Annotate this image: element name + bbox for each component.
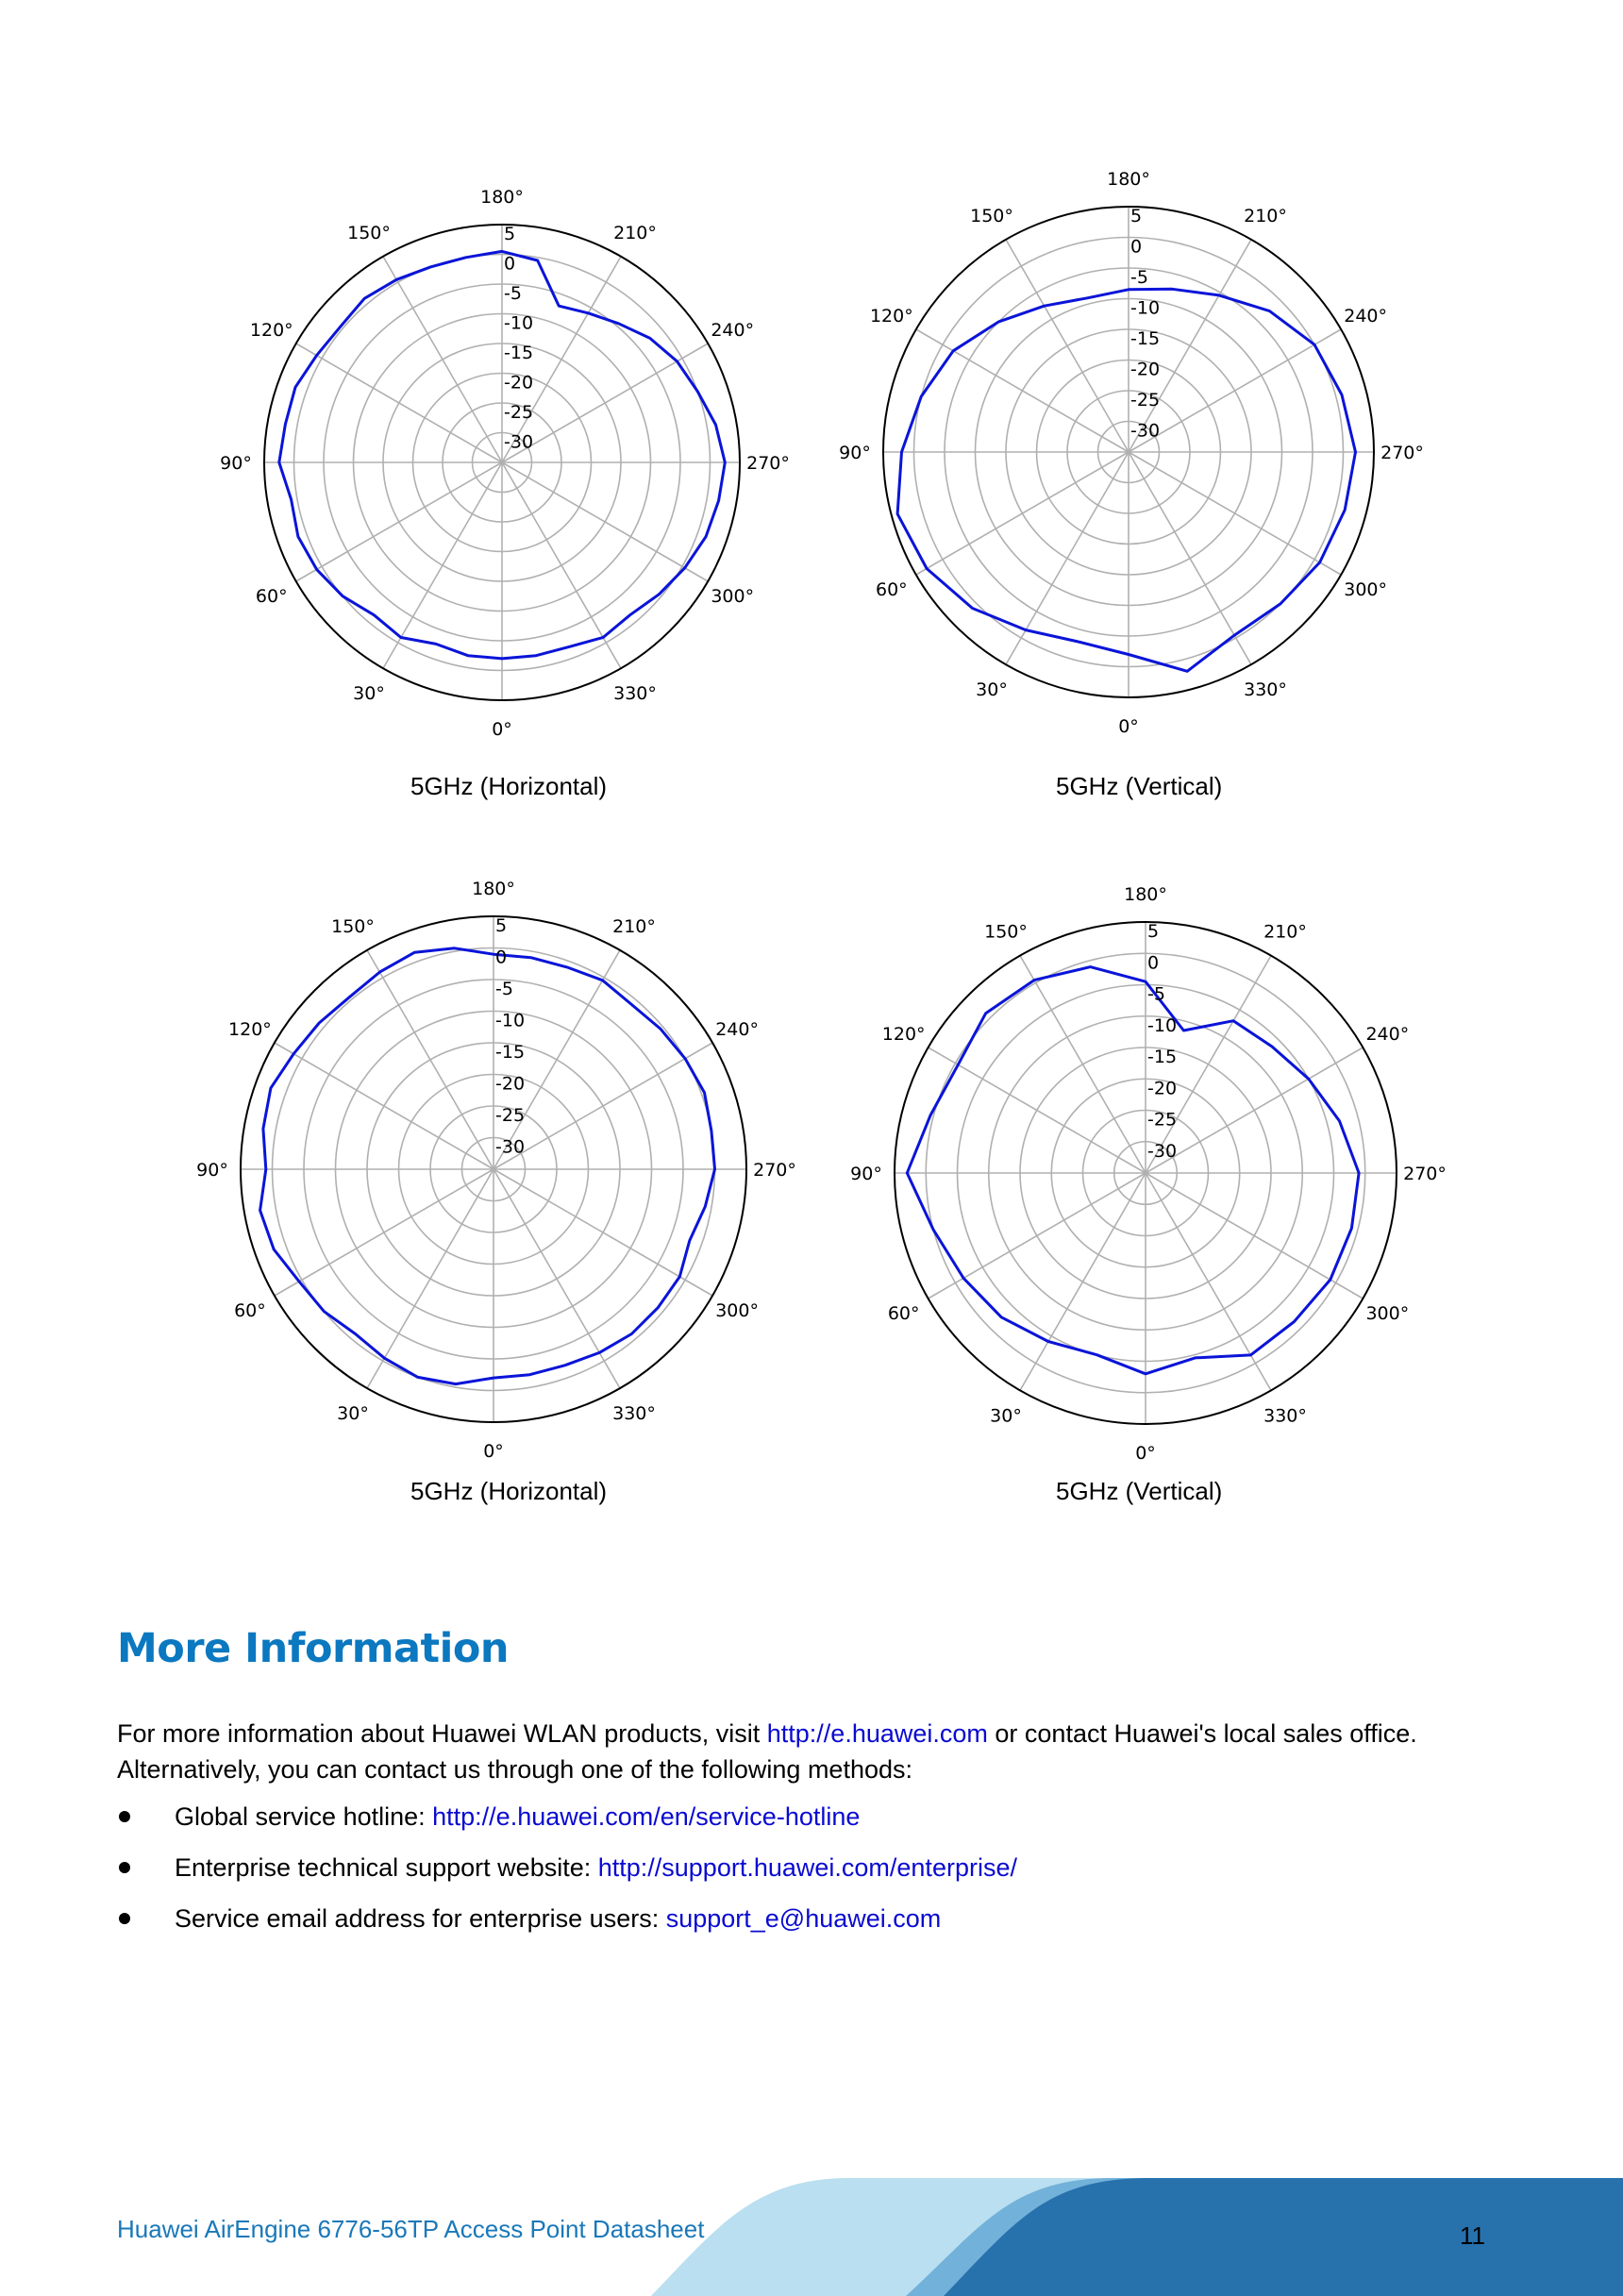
angle-tick-label: 0° — [483, 1441, 504, 1462]
polar-chart-5ghz-horizontal-2 — [196, 879, 796, 1462]
footer-document-title: Huawei AirEngine 6776-56TP Access Point Datasheet — [117, 2215, 705, 2243]
angle-tick-label: 240° — [715, 1019, 759, 1040]
radial-tick-label: -30 — [504, 431, 534, 453]
para-text-2: or contact Huawei's local sales office. Alternatively, you can contact us through one of the following methods: — [117, 1719, 1417, 1784]
radial-tick-label: -5 — [495, 979, 513, 999]
angle-tick-label: 300° — [711, 586, 755, 607]
radial-tick-label: 5 — [1147, 921, 1160, 942]
bullet-icon — [119, 1862, 130, 1873]
radial-tick-label: -20 — [1130, 359, 1161, 380]
angle-tick-label: 60° — [234, 1300, 266, 1321]
angle-tick-label: 90° — [839, 443, 871, 463]
chart-caption-4: 5GHz (Vertical) — [1056, 1477, 1223, 1505]
radial-tick-label: -5 — [1147, 983, 1165, 1005]
angular-grid-line — [929, 1173, 1146, 1299]
angle-tick-label: 240° — [711, 320, 755, 341]
radial-tick-label: 5 — [504, 224, 516, 244]
radial-tick-label: -20 — [1147, 1078, 1178, 1099]
angle-tick-label: 90° — [850, 1164, 882, 1184]
angular-grid-line — [502, 462, 708, 581]
radial-tick-label: 5 — [1130, 206, 1143, 226]
list-item — [117, 1901, 1017, 1952]
angular-grid-line — [1006, 240, 1129, 452]
angle-tick-label: 0° — [492, 719, 512, 740]
bullet-label: Enterprise technical support website: — [175, 1853, 598, 1882]
angle-tick-label: 90° — [196, 1160, 228, 1181]
angular-grid-line — [494, 1043, 712, 1169]
angular-grid-line — [494, 1169, 620, 1388]
radial-tick-label: -15 — [1147, 1047, 1178, 1067]
angle-tick-label: 120° — [881, 1024, 926, 1045]
bullet-icon — [119, 1811, 130, 1822]
radial-tick-label: -25 — [1130, 390, 1161, 411]
angle-tick-label: 240° — [1344, 306, 1388, 327]
angle-tick-label: 270° — [1403, 1164, 1447, 1184]
pattern-series-line — [907, 967, 1359, 1374]
angle-tick-label: 210° — [1244, 205, 1287, 226]
angle-tick-label: 0° — [1118, 716, 1139, 737]
angle-tick-label: 330° — [612, 1403, 656, 1425]
angle-tick-label: 0° — [1135, 1443, 1156, 1464]
chart-caption-3: 5GHz (Horizontal) — [410, 1477, 608, 1505]
angle-tick-label: 150° — [331, 915, 375, 937]
bullet-label: Service email address for enterprise users: — [175, 1904, 666, 1933]
angle-tick-label: 330° — [1244, 679, 1287, 701]
radial-tick-label: 0 — [1130, 236, 1143, 258]
angular-grid-line — [929, 1047, 1146, 1173]
angle-tick-label: 330° — [613, 683, 657, 705]
list-item — [117, 1799, 1017, 1850]
radial-tick-label: -25 — [1147, 1109, 1178, 1131]
angular-grid-line — [1129, 452, 1251, 664]
angle-tick-label: 300° — [715, 1300, 759, 1321]
angular-grid-line — [275, 1043, 494, 1169]
huawei-website-link[interactable]: http://e.huawei.com — [766, 1719, 988, 1748]
chart-caption-2: 5GHz (Vertical) — [1056, 772, 1223, 800]
radial-tick-label: -15 — [504, 343, 534, 363]
angle-tick-label: 240° — [1365, 1024, 1410, 1045]
angle-tick-label: 300° — [1344, 579, 1388, 600]
radial-tick-label: -20 — [495, 1073, 526, 1095]
polar-chart-5ghz-horizontal-1 — [220, 187, 790, 740]
angle-tick-label: 270° — [1380, 443, 1424, 463]
radial-tick-label: -5 — [1130, 267, 1148, 288]
angle-tick-label: 30° — [353, 683, 385, 705]
angle-tick-label: 30° — [976, 679, 1008, 701]
angle-tick-label: 120° — [869, 306, 913, 327]
radial-tick-label: -5 — [504, 283, 522, 304]
radial-tick-label: -10 — [495, 1010, 526, 1031]
contact-methods-list — [117, 1799, 1017, 1952]
radial-tick-label: -25 — [495, 1105, 526, 1126]
angle-tick-label: 30° — [337, 1403, 369, 1425]
angle-tick-label: 120° — [249, 320, 293, 341]
radial-tick-label: -20 — [504, 372, 534, 394]
angle-tick-label: 210° — [613, 222, 657, 243]
radial-tick-label: -25 — [504, 402, 534, 423]
para-text-1: For more information about Huawei WLAN products, visit — [117, 1719, 767, 1748]
polar-chart-5ghz-vertical-1 — [839, 169, 1424, 737]
angle-tick-label: 60° — [887, 1303, 920, 1324]
bullet-icon — [119, 1913, 130, 1924]
radial-tick-label: -10 — [1130, 297, 1161, 319]
service-hotline-link[interactable]: http://e.huawei.com/en/service-hotline — [432, 1802, 861, 1831]
radial-tick-label: -30 — [1130, 420, 1161, 442]
angle-tick-label: 180° — [472, 879, 515, 899]
angle-tick-label: 150° — [984, 921, 1028, 943]
angle-tick-label: 330° — [1263, 1405, 1307, 1427]
angle-tick-label: 210° — [1263, 921, 1307, 943]
angle-tick-label: 270° — [753, 1160, 796, 1181]
angular-grid-line — [1020, 1173, 1146, 1390]
angle-tick-label: 300° — [1365, 1303, 1410, 1324]
support-email-link[interactable]: support_e@huawei.com — [665, 1904, 942, 1933]
angular-grid-line — [916, 452, 1129, 575]
angular-grid-line — [275, 1169, 494, 1296]
angle-tick-label: 180° — [480, 187, 524, 208]
more-info-paragraph — [117, 1716, 1532, 1787]
page-number: 11 — [1460, 2221, 1485, 2250]
angle-tick-label: 270° — [746, 453, 790, 474]
radial-tick-label: -15 — [495, 1042, 526, 1063]
angular-grid-line — [1129, 452, 1341, 575]
angle-tick-label: 180° — [1107, 169, 1150, 190]
radial-tick-label: -30 — [1147, 1140, 1178, 1162]
section-title-more-information: More Information — [117, 1625, 510, 1672]
radial-tick-label: 5 — [495, 915, 508, 936]
radial-tick-label: -10 — [1147, 1014, 1178, 1036]
radial-tick-label: -15 — [1130, 328, 1161, 349]
radial-tick-label: 0 — [504, 253, 516, 275]
angular-grid-line — [383, 257, 502, 462]
bullet-label: Global service hotline: — [175, 1802, 433, 1831]
radial-tick-label: -10 — [504, 312, 534, 334]
angular-grid-line — [1020, 956, 1146, 1173]
angular-grid-line — [367, 1169, 494, 1388]
angle-tick-label: 30° — [990, 1405, 1022, 1427]
support-website-link[interactable]: http://support.huawei.com/enterprise/ — [597, 1853, 1017, 1882]
chart-caption-1: 5GHz (Horizontal) — [410, 772, 608, 800]
list-item — [117, 1850, 1017, 1901]
radial-tick-label: 0 — [495, 947, 508, 968]
angular-grid-line — [296, 344, 502, 462]
polar-chart-5ghz-vertical-2 — [850, 884, 1447, 1464]
angle-tick-label: 150° — [347, 222, 391, 243]
radial-tick-label: 0 — [1147, 952, 1160, 974]
angular-grid-line — [367, 950, 494, 1169]
angle-tick-label: 150° — [970, 205, 1013, 226]
angle-tick-label: 60° — [255, 586, 288, 607]
angle-tick-label: 210° — [612, 915, 656, 937]
angular-grid-line — [296, 462, 502, 581]
angle-tick-label: 90° — [220, 453, 252, 474]
angular-grid-line — [916, 329, 1129, 452]
angle-tick-label: 120° — [228, 1019, 272, 1040]
radial-tick-label: -30 — [495, 1136, 526, 1158]
pattern-series-line — [897, 289, 1355, 671]
angular-grid-line — [1129, 329, 1341, 452]
angle-tick-label: 180° — [1124, 884, 1167, 905]
angular-grid-line — [1006, 452, 1129, 664]
angle-tick-label: 60° — [876, 579, 908, 600]
